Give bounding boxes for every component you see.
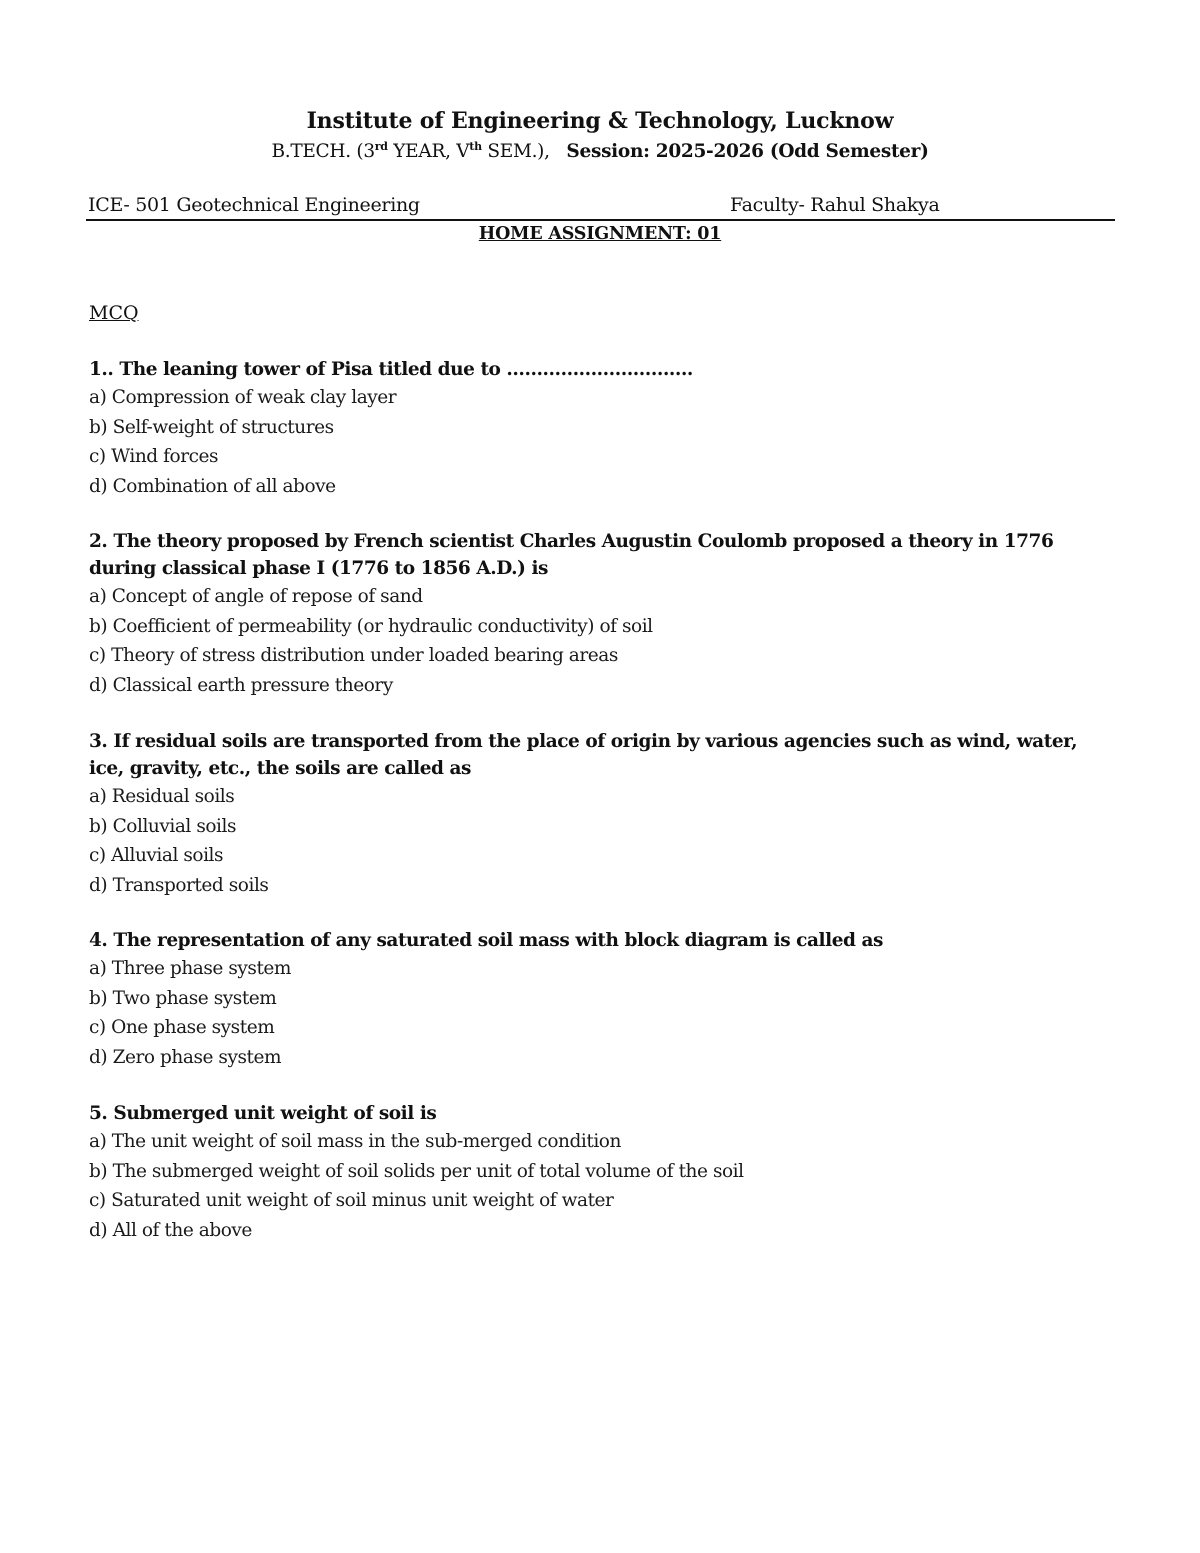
- question-text: 2. The theory proposed by French scientist Charles Augustin Coulomb proposed a theory in 1776 during classical phase I (1776 to 1856 A.D.) is: [89, 531, 1054, 579]
- assignment-title: HOME ASSIGNMENT: 01: [478, 224, 722, 244]
- option-d: d) Combination of all above: [89, 475, 336, 497]
- option-d: d) All of the above: [89, 1219, 252, 1241]
- option-d: d) Transported soils: [89, 874, 269, 896]
- option-c: c) Saturated unit weight of soil minus unit weight of water: [89, 1190, 614, 1211]
- institute-title: Institute of Engineering & Technology, Lucknow: [306, 108, 894, 134]
- option-b: b) The submerged weight of soil solids per unit of total volume of the soil: [89, 1160, 744, 1182]
- question-block: [89, 927, 1099, 1072]
- option-c: c) Wind forces: [89, 446, 219, 467]
- question-block: [89, 728, 1099, 900]
- program-session-line: [0, 140, 1200, 162]
- question-text: 1.. The leaning tower of Pisa titled due to ………………………….: [89, 359, 693, 380]
- program-prefix: B.TECH. (3: [271, 141, 375, 162]
- option-c: c) Alluvial soils: [89, 845, 224, 866]
- option-d: d) Classical earth pressure theory: [89, 674, 393, 696]
- year-superscript: rd: [374, 140, 388, 153]
- year-text: YEAR, V: [387, 141, 470, 162]
- question-block: [89, 528, 1099, 700]
- option-a: a) The unit weight of soil mass in the sub-merged condition: [89, 1131, 621, 1152]
- option-a: a) Residual soils: [89, 786, 235, 807]
- option-d: d) Zero phase system: [89, 1046, 282, 1068]
- option-a: a) Compression of weak clay layer: [89, 387, 397, 408]
- question-block: [89, 1100, 1099, 1245]
- faculty-name: Faculty- Rahul Shakya: [730, 194, 940, 216]
- section-label: MCQ: [89, 302, 139, 324]
- option-b: b) Coefficient of permeability (or hydraulic conductivity) of soil: [89, 615, 653, 637]
- header-divider: [86, 219, 1115, 221]
- option-c: c) Theory of stress distribution under loaded bearing areas: [89, 645, 618, 666]
- semester-superscript: th: [469, 140, 482, 153]
- course-name: ICE- 501 Geotechnical Engineering: [88, 194, 420, 216]
- question-text: 3. If residual soils are transported from the place of origin by various agencies such as wind, water, ice, gravity, etc., the soils are called as: [89, 731, 1078, 779]
- option-b: b) Self-weight of structures: [89, 416, 334, 438]
- option-b: b) Colluvial soils: [89, 815, 237, 837]
- semester-text: SEM.),: [481, 141, 550, 162]
- question-text: 5. Submerged unit weight of soil is: [89, 1103, 437, 1124]
- option-b: b) Two phase system: [89, 987, 277, 1009]
- option-c: c) One phase system: [89, 1017, 275, 1038]
- session-text: Session: 2025-2026 (Odd Semester): [566, 141, 929, 162]
- option-a: a) Three phase system: [89, 958, 292, 979]
- option-a: a) Concept of angle of repose of sand: [89, 586, 423, 607]
- question-text: 4. The representation of any saturated soil mass with block diagram is called as: [89, 930, 883, 951]
- question-block: [89, 356, 1099, 501]
